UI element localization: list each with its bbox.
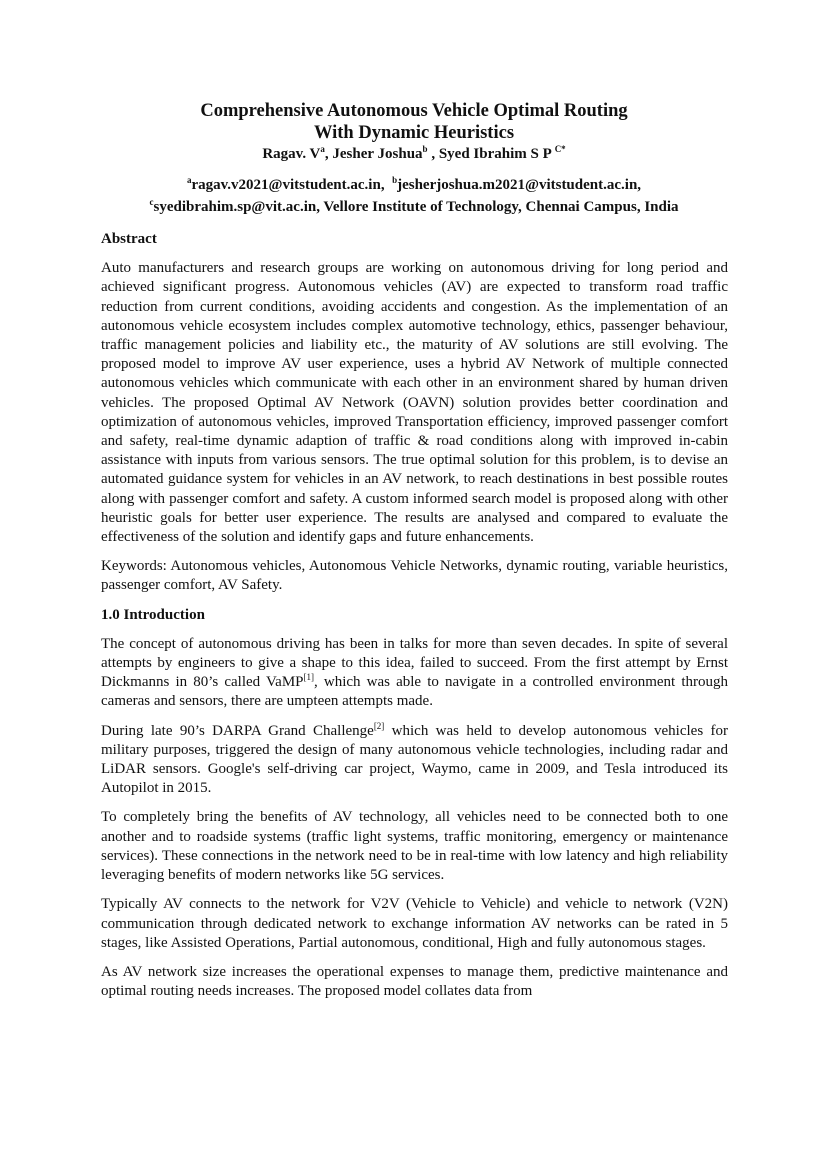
author-separator: , [324,146,333,162]
affiliations [100,174,728,218]
paper-title-line-2: With Dynamic Heuristics [313,123,515,143]
author-affiliation-mark: b [422,144,428,154]
citation-ref: [2] [373,720,385,731]
author-affiliation-mark: C* [554,144,566,154]
author-list [100,144,728,164]
affiliation-mark: c [149,197,154,207]
affiliation-mark: a [186,175,192,185]
author-name: Jesher Joshua [332,146,423,162]
title-block [100,100,728,218]
introduction-paragraph: To completely bring the benefits of AV technology, all vehicles need to be connected both to one another and to roadside systems (traffic light systems, traffic monitoring, emergency or maintenance services). These connections in the network need to be in real-time with low latency and high reliability leveraging benefits of modern networks like 5G services. [101,809,728,884]
paper-title-line-1: Comprehensive Autonomous Vehicle Optimal Routing [200,101,628,121]
introduction-heading: 1.0 Introduction [101,606,205,623]
paragraph-text: During late 90’s DARPA Grand Challenge [101,722,374,739]
introduction-paragraph [101,722,728,799]
paper-title [100,100,728,144]
keywords-paragraph: Keywords: Autonomous vehicles, Autonomous Vehicle Networks, dynamic routing, variable heuristics, passenger comfort, AV Safety. [101,558,728,594]
author-name: Ragav. V [262,146,321,162]
introduction-paragraph: Typically AV connects to the network for V2V (Vehicle to Vehicle) and vehicle to network (V2N) communication through dedicated network to exchange information AV networks can be rated in 5 stages, like Assisted Operations, Partial autonomous, conditional, High and fully autonomous stages. [101,896,728,951]
abstract-paragraph: Auto manufacturers and research groups are working on autonomous driving for long period and achieved significant progress. Autonomous vehicles (AV) are expected to transform road traffic reduction from current conditions, avoiding accidents and congestion. As the implementation of an autonomous vehicle ecosystem includes complex automotive technology, ethics, passenger behaviour, traffic management policies and liability etc., the maturity of AV solutions are still evolving. The proposed model to improve AV user experience, uses a hybrid AV Network of multiple connected autonomous vehicles which communicate with each other in an environment shared by human driven vehicles. The proposed Optimal AV Network (OAVN) solution provides better coordination and optimization of autonomous vehicles, improved Transportation efficiency, improved passenger comfort and safety, real-time dynamic adaption of traffic & road conditions along with improved in-cabin assistance with inputs from various sensors. The true optimal solution for this problem, is to devise an automated guidance system for vehicles in an AV network, to reach destinations in best possible routes along with passenger comfort and safety. A custom informed search model is proposed along with other heuristic goals for better user experience. The results are analysed and compared to evaluate the effectiveness of the solution and identify gaps and future enhancements. [101,260,728,546]
introduction-paragraph [101,635,728,712]
affiliation-mark: b [392,175,398,185]
author-name: Syed Ibrahim S P [438,146,551,162]
paper-body [101,230,728,1011]
author-affiliation-mark: a [320,144,325,154]
citation-ref: [1] [303,672,315,683]
author-email-and-institution: syedibrahim.sp@vit.ac.in, Vellore Institute of Technology, Chennai Campus, India [153,199,679,215]
author-email: ragav.v2021@vitstudent.ac.in, [191,177,385,193]
paragraph-text: The concept of autonomous driving has been in talks for more than seven decades. In spite of several attempts by engineers to give a shape to this idea, failed to succeed. From the first attempt by Ernst Dickmanns in 80’s called VaMP [101,635,728,691]
paragraph-text: which was held to develop autonomous vehicles for military purposes, triggered the design of many autonomous vehicle technologies, including radar and LiDAR sensors. Google's self-driving car project, Waymo, came in 2009, and Tesla introduced its Autopilot in 2015. [101,722,728,797]
author-separator: , [427,146,439,162]
paragraph-text: , which was able to navigate in a controlled environment through cameras and sensors, there are umpteen attempts made. [101,674,728,710]
author-email: jesherjoshua.m2021@vitstudent.ac.in, [397,177,642,193]
introduction-paragraph: As AV network size increases the operational expenses to manage them, predictive maintenance and optimal routing needs increases. The proposed model collates data from [101,963,728,1000]
abstract-heading: Abstract [101,231,157,247]
